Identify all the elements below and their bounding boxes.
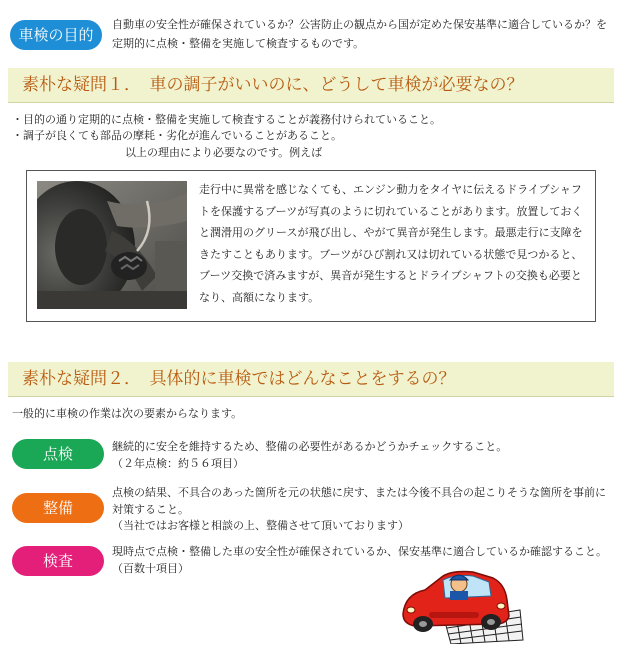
vehicle-inspection-text: 現時点で点検・整備した車の安全性が確保されているか、保安基準に適合しているか確認すること。（百数十項目） xyxy=(112,545,607,575)
q1-bullet: ・目的の通り定期的に点検・整備を実施して検査することが義務付けられていること。 xyxy=(12,113,441,126)
maintenance-label-text: 整備 xyxy=(42,499,73,517)
inspection-label xyxy=(12,439,104,469)
q1-conclusion: 以上の理由により必要なのです。例えば xyxy=(125,146,323,159)
divider xyxy=(8,396,614,397)
q2-intro: 一般的に車検の作業は次の要素からなります。 xyxy=(12,407,243,420)
q1-heading: 素朴な疑問１． 車の調子がいいのに、どうして車検が必要なの？ xyxy=(22,75,524,95)
q2-heading-band xyxy=(8,362,614,396)
inspection-label-text: 点検 xyxy=(42,445,73,463)
example-box xyxy=(26,170,596,322)
vehicle-inspection-label-text: 検査 xyxy=(42,552,73,570)
inspection-note: （２年点検：約５６項目） xyxy=(112,457,244,470)
q1-heading-band xyxy=(8,68,614,102)
purpose-label-text: 車検の目的 xyxy=(18,26,94,44)
q1-bullet: ・調子が良くても部品の摩耗・劣化が進んでいることがあること。 xyxy=(12,129,342,142)
inspection-text: 継続的に安全を維持するため、整備の必要性があるかどうかチェックすること。 xyxy=(112,440,508,453)
maintenance-text: 点検の結果、不具合のあった箇所を元の状態に戻す、または今後不具合の起こりそうな箇所を事前に対策すること。 xyxy=(112,486,607,516)
drive-shaft-boot-photo xyxy=(37,181,187,309)
q2-heading: 素朴な疑問２． 具体的に車検ではどんなことをするの？ xyxy=(22,369,456,389)
vehicle-inspection-label xyxy=(12,546,104,576)
purpose-text: 自動車の安全性が確保されているか？公害防止の観点から国が定めた保安基準に適合しているか？を定期的に点検・整備を実施して検査するものです。 xyxy=(112,18,607,50)
mechanic-car-illustration xyxy=(395,560,525,644)
purpose-label xyxy=(10,20,102,50)
maintenance-label xyxy=(12,493,104,523)
maintenance-note: （当社ではお客様と相談の上、整備させて頂いております） xyxy=(112,519,409,532)
divider xyxy=(8,102,614,103)
example-text: 走行中に異常を感じなくても、エンジン動力をタイヤに伝えるドライブシャフトを保護するブーツが写真のように切れていることがあります。放置しておくと潤滑用のグリースが飛び出し、やがて異音が発生します。最悪走行に支障をきたすこともあります。ブーツがひび割れ又は切れている状態で見つかると、ブーツ交換で済みますが、異音が発生するとドライブシャフトの交換も必要となり、高額になります。 xyxy=(199,183,583,304)
